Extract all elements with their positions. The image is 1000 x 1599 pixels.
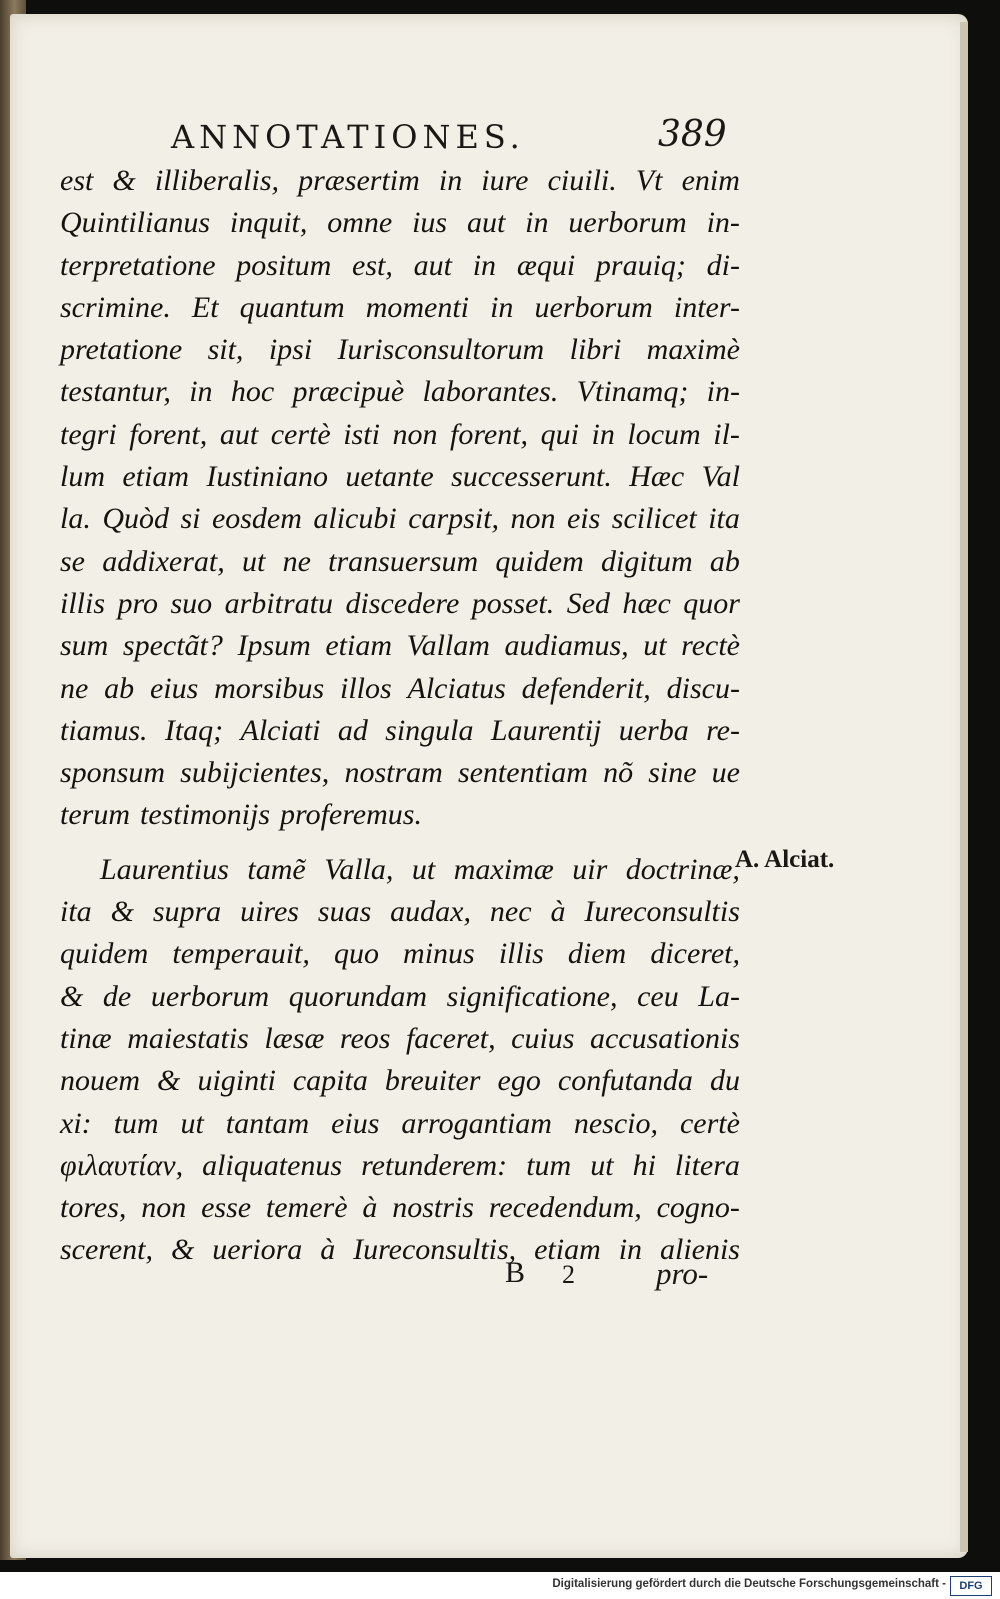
signature-number: 2: [562, 1260, 575, 1289]
text-line: scrimine. Et quantum momenti in uerborum inter-: [60, 290, 740, 324]
text-line: illis pro suo arbitratu discedere posset. Sed hæc quor: [60, 586, 740, 620]
text-line: Laurentius tamẽ Valla, ut maximæ uir doctrinæ,: [100, 852, 740, 886]
signature-mark: B: [505, 1256, 526, 1289]
text-line: tores, non esse temerè à nostris recedendum, cogno-: [60, 1191, 740, 1225]
text-line: tinæ maiestatis læsæ reos faceret, cuius accusationis: [60, 1021, 740, 1055]
text-line: la. Quòd si eosdem alicubi carpsit, non eis scilicet ita: [60, 502, 740, 536]
page-number: 389: [658, 114, 727, 155]
text-line: tegri forent, aut certè isti non forent, qui in locum il-: [60, 417, 740, 451]
catchword: pro-: [656, 1256, 709, 1291]
dfg-logo: DFG: [950, 1576, 992, 1596]
text-line: Quintilianus inquit, omne ius aut in uerborum in-: [60, 206, 740, 240]
text-line: pretatione sit, ipsi Iurisconsultorum libri maximè: [60, 333, 740, 367]
page-edge: [960, 22, 968, 1552]
marginal-note: A. Alciat.: [735, 846, 835, 873]
text-line: nouem & uiginti capita breuiter ego confutanda du: [60, 1064, 740, 1098]
text-line: terum testimonijs proferemus.: [60, 798, 422, 832]
text-line: tiamus. Itaq; Alciati ad singula Laurentij uerba re-: [60, 713, 740, 747]
text-block: [60, 160, 740, 1272]
running-head: ANNOTATIONES.: [171, 118, 525, 156]
text-line: sum spectãt? Ipsum etiam Vallam audiamus, ut rectè: [60, 629, 740, 663]
text-line: se addixerat, ut ne transuersum quidem digitum ab: [60, 544, 740, 578]
text-line: lum etiam Iustiniano uetante successerunt. Hæc Val: [60, 460, 740, 494]
footer-bar: [0, 1572, 1000, 1599]
text-line: ne ab eius morsibus illos Alciatus defenderit, discu-: [60, 671, 740, 705]
text-line: est & illiberalis, præsertim in iure ciuili. Vt enim: [60, 164, 740, 197]
text-line: terpretatione positum est, aut in æqui prauiq; di-: [60, 248, 740, 282]
text-line: ita & supra uires suas audax, nec à Iureconsultis: [60, 895, 740, 929]
text-line: xi: tum ut tantam eius arrogantiam nescio, certè: [60, 1106, 740, 1140]
text-line: quidem temperauit, quo minus illis diem diceret,: [60, 937, 740, 971]
footer-credit: Digitalisierung gefördert durch die Deutsche Forschungsgemeinschaft -: [552, 1578, 946, 1590]
text-line: scerent, & ueriora à Iureconsultis, etiam in alienis: [60, 1233, 740, 1267]
text-line: testantur, in hoc præcipuè laborantes. Vtinamq; in-: [60, 375, 740, 409]
text-line: sponsum subijcientes, nostram sententiam nõ sine ue: [60, 756, 740, 790]
text-line: φιλαυτίαν, aliquatenus retunderem: tum ut hi litera: [60, 1148, 740, 1182]
text-line: & de uerborum quorundam significatione, ceu La-: [60, 979, 740, 1013]
